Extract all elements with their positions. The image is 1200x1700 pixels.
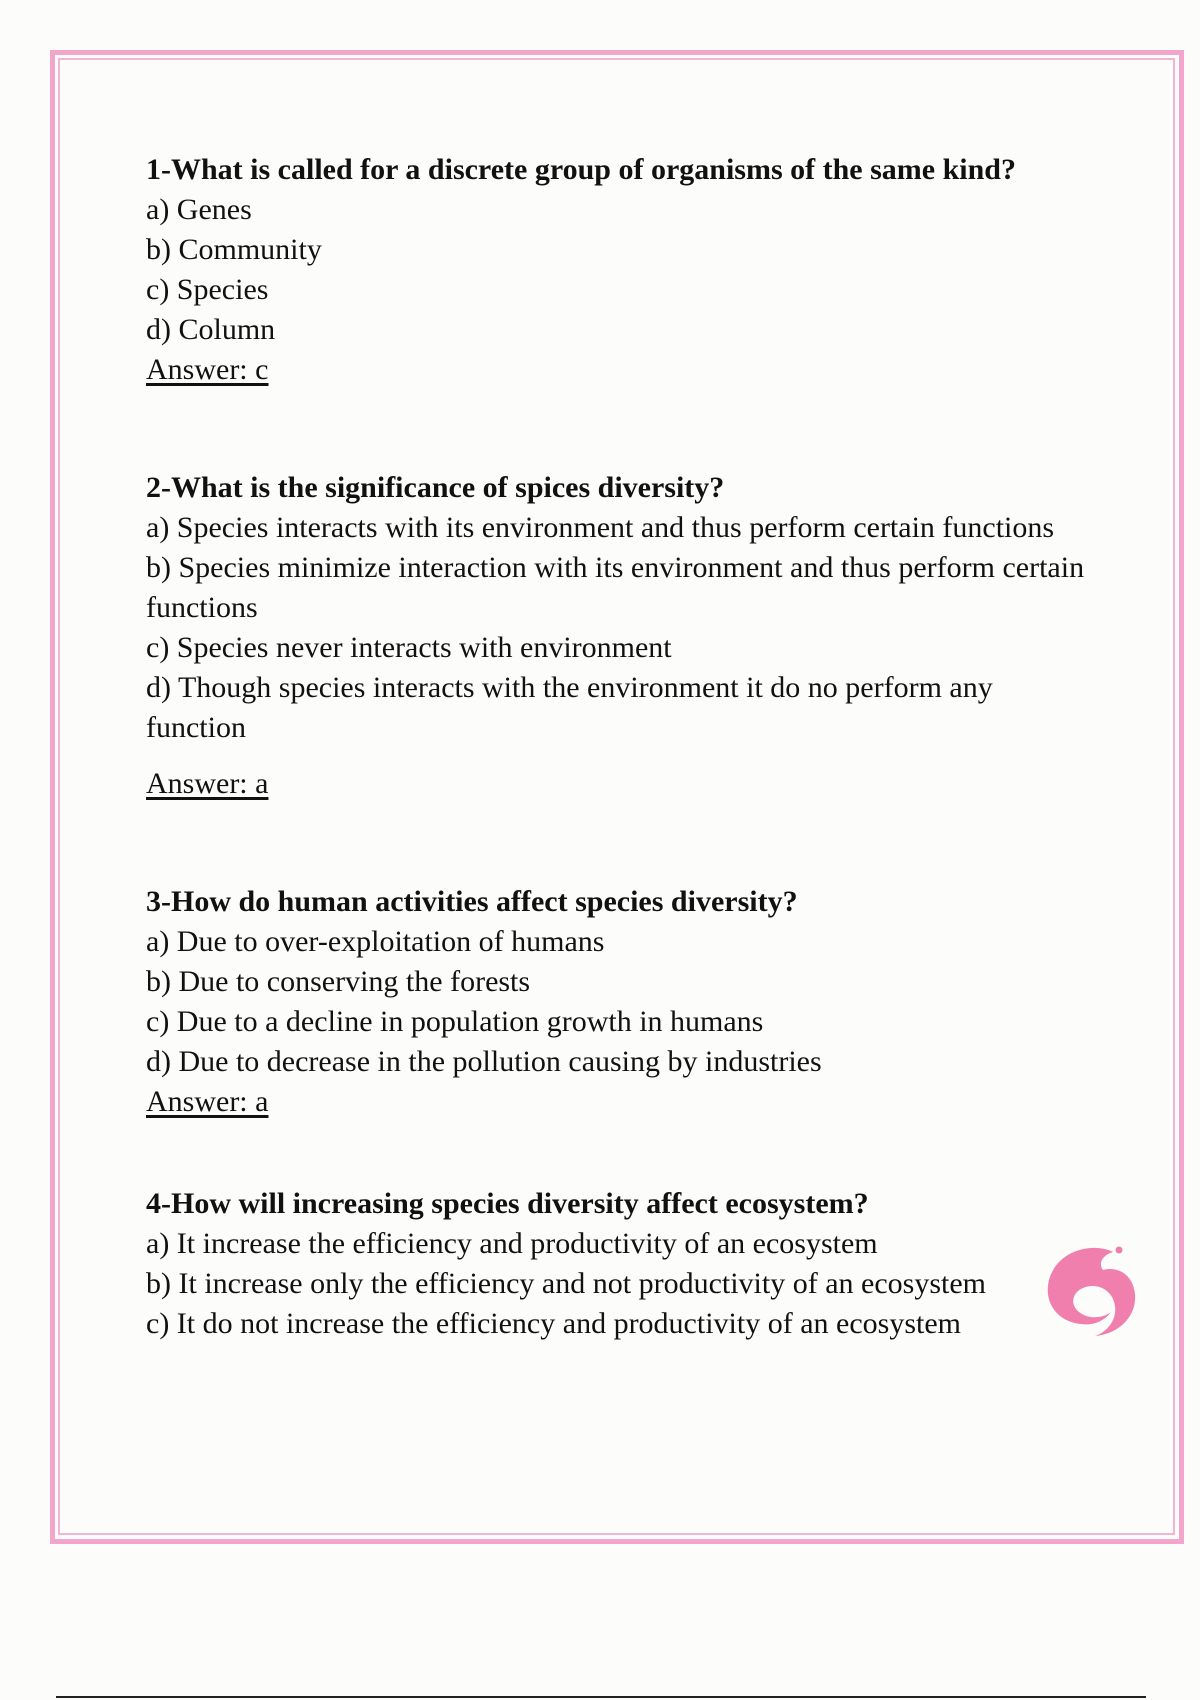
option-b: b) It increase only the efficiency and not productivity of an ecosystem [146, 1267, 986, 1300]
option-a: a) It increase the efficiency and productivity of an ecosystem [146, 1227, 878, 1260]
footer-rule [56, 1696, 1146, 1698]
question-title: 1-What is called for a discrete group of organisms of the same kind? [146, 153, 1016, 186]
swan-logo-icon [1035, 1236, 1145, 1346]
option-a: a) Species interacts with its environment and thus perform certain functions [146, 511, 1055, 544]
option-d: d) Column [146, 313, 276, 346]
question-2 [146, 468, 1096, 804]
question-3 [146, 882, 1096, 1122]
answer: Answer: a [146, 767, 269, 800]
option-b: b) Species minimize interaction with its environment and thus perform certain functions [146, 551, 1085, 624]
question-title: 4-How will increasing species diversity affect ecosystem? [146, 1187, 869, 1220]
option-a: a) Due to over-exploitation of humans [146, 925, 605, 958]
option-c: c) Species never interacts with environment [146, 631, 672, 664]
option-a: a) Genes [146, 193, 252, 226]
option-c: c) Species [146, 273, 269, 306]
option-d: d) Though species interacts with the environment it do no perform any function [146, 671, 993, 744]
question-4 [146, 1184, 1096, 1344]
question-title: 2-What is the significance of spices diversity? [146, 471, 725, 504]
option-d: d) Due to decrease in the pollution causing by industries [146, 1045, 822, 1078]
question-title: 3-How do human activities affect species diversity? [146, 885, 798, 918]
option-c: c) It do not increase the efficiency and productivity of an ecosystem [146, 1307, 961, 1340]
answer: Answer: c [146, 353, 269, 386]
option-b: b) Due to conserving the forests [146, 965, 531, 998]
answer: Answer: a [146, 1085, 269, 1118]
option-c: c) Due to a decline in population growth in humans [146, 1005, 764, 1038]
quiz-content [146, 150, 1096, 1344]
question-1 [146, 150, 1096, 390]
option-b: b) Community [146, 233, 322, 266]
